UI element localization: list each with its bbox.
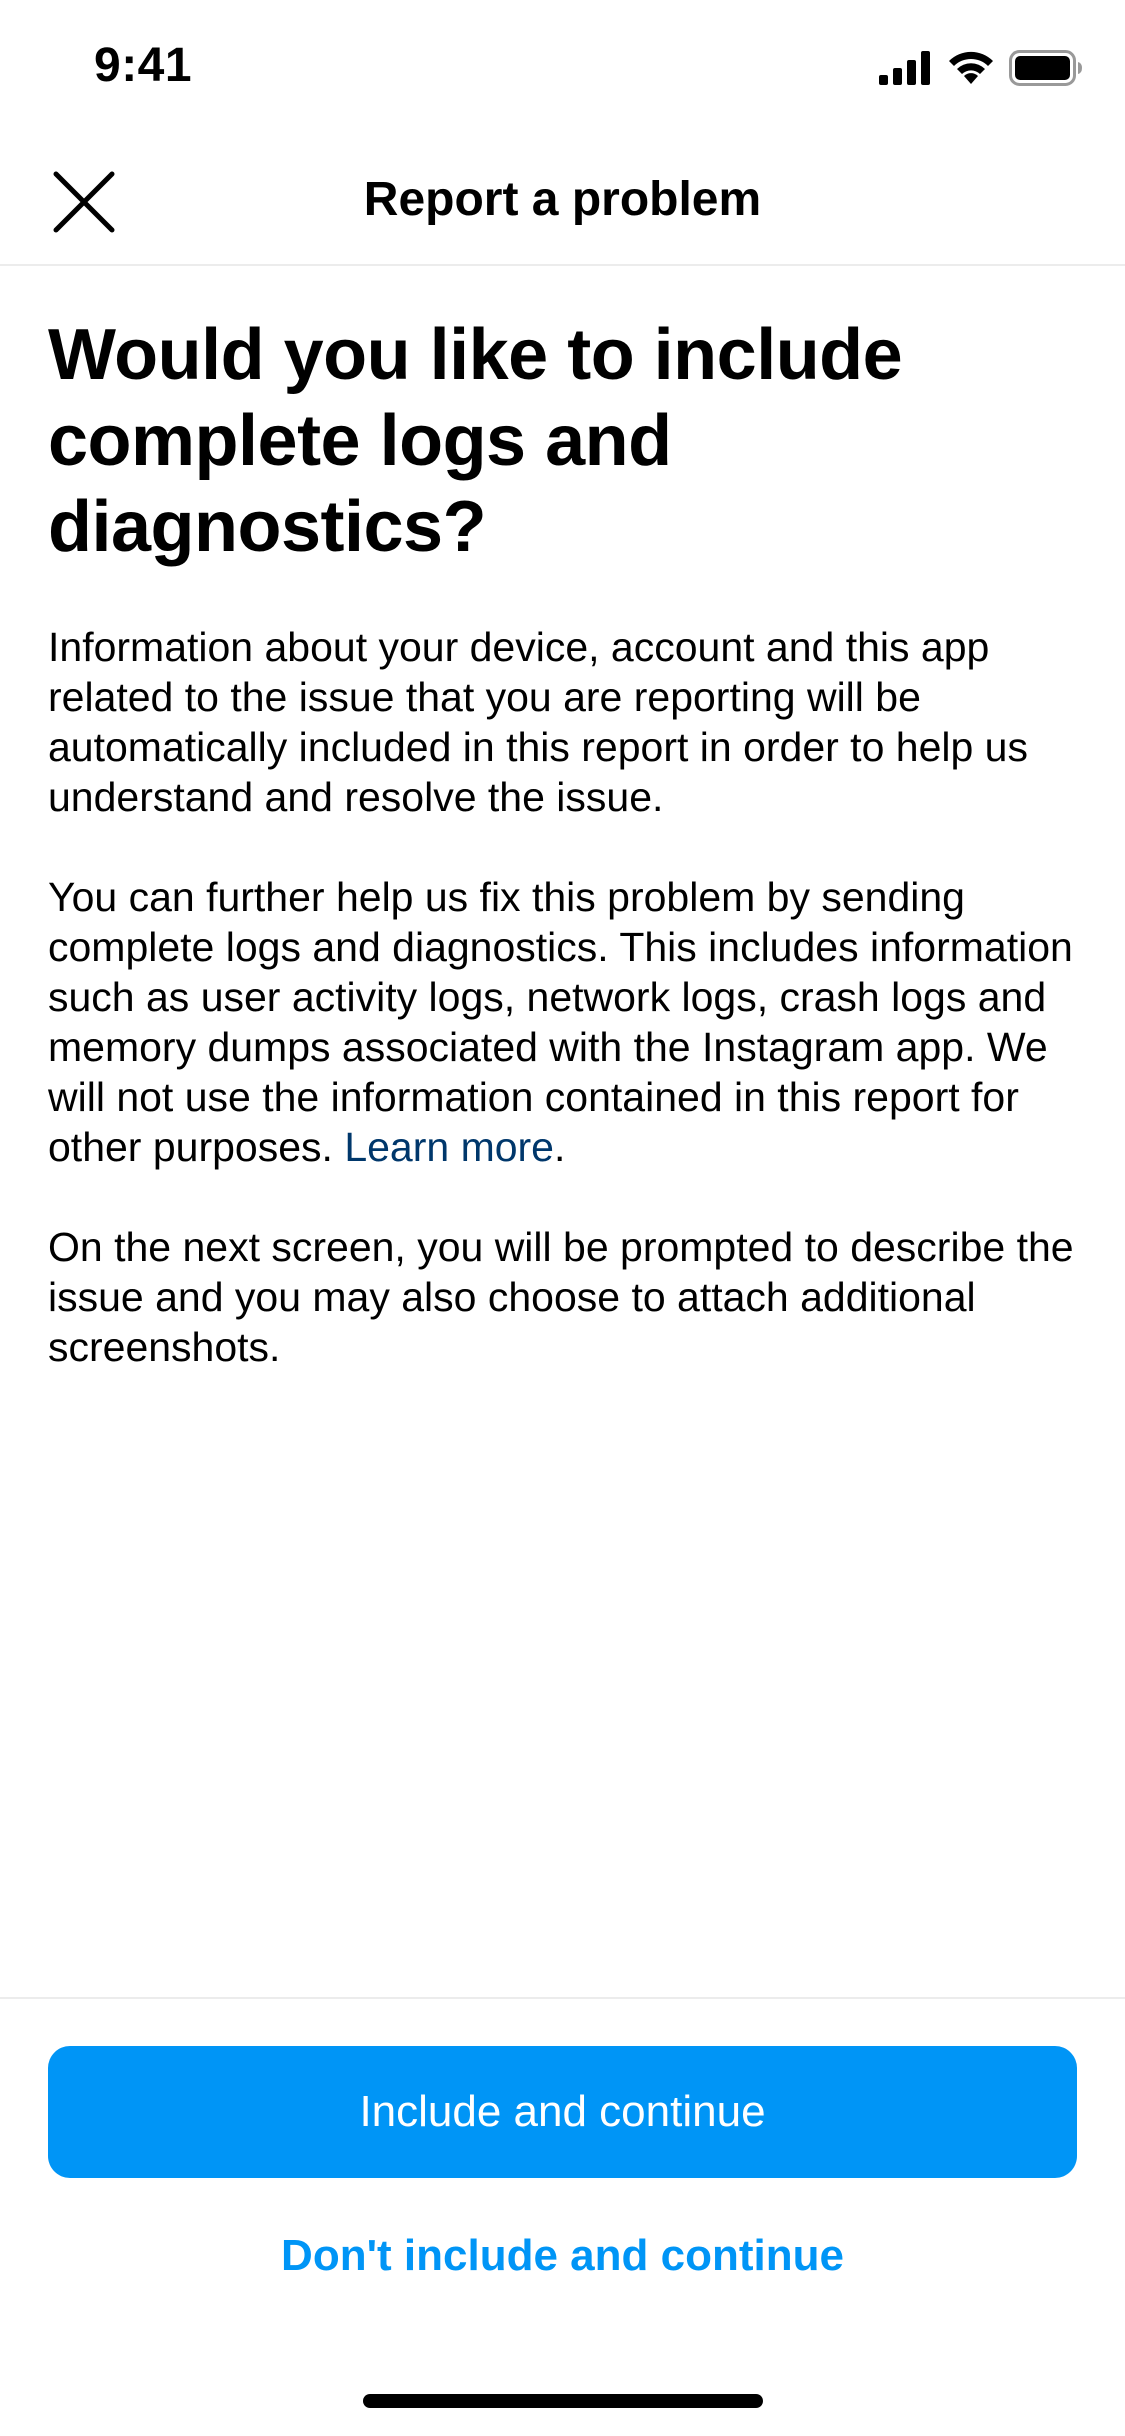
home-indicator[interactable]: [363, 2394, 763, 2408]
headline: Would you like to include complete logs and diagnostics?: [48, 315, 903, 567]
status-time: 9:41: [94, 39, 193, 92]
status-bar: [0, 0, 1125, 132]
paragraph-next-screen: On the next screen, you will be prompted to describe the issue and you may also choose to attach additional screenshots.: [48, 1224, 1074, 1370]
include-and-continue-button[interactable]: Include and continue: [48, 2046, 1077, 2178]
paragraph-device-info: Information about your device, account and this app related to the issue that you are reporting will be automatically included in this report in order to help us understand and resolve the issue.: [48, 624, 1028, 820]
main-content: [48, 312, 1078, 1372]
page-title: Report a problem: [363, 173, 762, 226]
cellular-signal-icon: [879, 51, 933, 90]
learn-more-link[interactable]: Learn more: [344, 1124, 554, 1170]
learn-more-suffix: .: [553, 1124, 566, 1170]
status-icons: [879, 50, 1083, 90]
paragraph-logs-info: [48, 872, 1078, 1172]
paragraph-logs-text: You can further help us fix this problem by sending complete logs and diagnostics. This includes information such as user activity logs, network logs, crash logs and memory dumps associated with the Instagram app. We will not use the information contained in this report for other purposes.: [48, 874, 1073, 1170]
battery-icon: [1009, 50, 1083, 91]
nav-bar: [0, 132, 1125, 266]
dont-include-and-continue-button[interactable]: Don't include and continue: [48, 2216, 1077, 2296]
footer-divider: [0, 1997, 1125, 1999]
wifi-icon: [947, 50, 995, 91]
